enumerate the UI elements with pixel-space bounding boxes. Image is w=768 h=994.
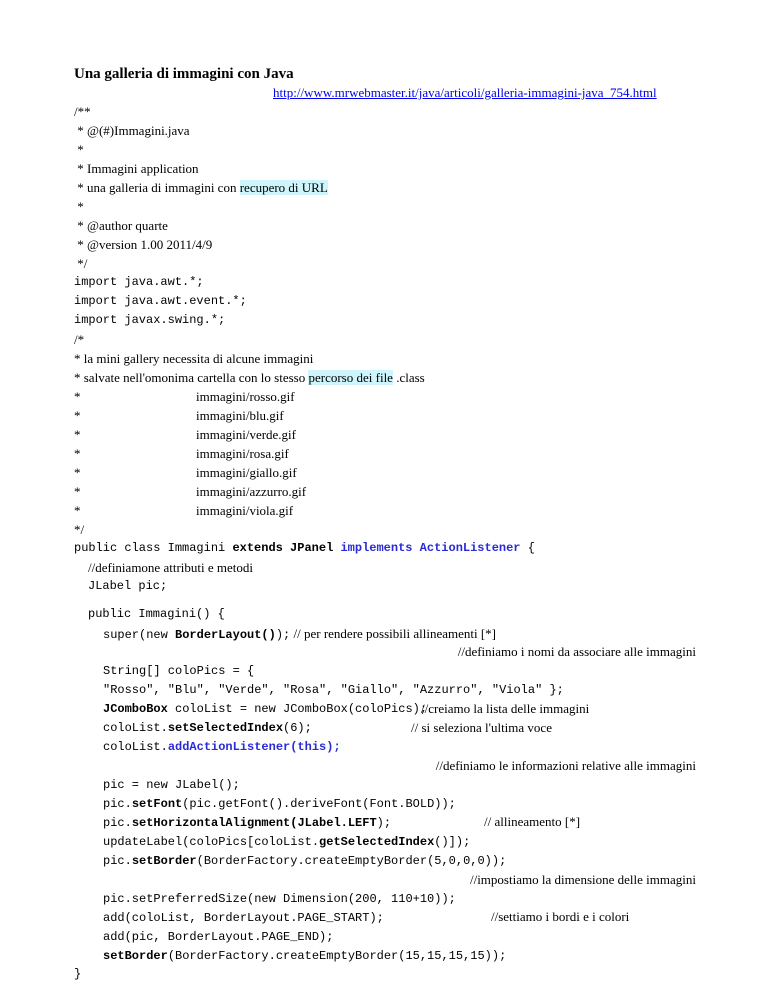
file-list-item: * immagini/giallo.gif [74, 465, 297, 480]
file-list-item: * immagini/rosa.gif [74, 446, 289, 461]
comment-line: // si seleziona l'ultima voce [411, 720, 552, 735]
file-list-item: * immagini/rosso.gif [74, 389, 295, 404]
code-line: pic.setFont(pic.getFont().deriveFont(Font.BOLD)); [103, 797, 456, 811]
comment-line: * @version 1.00 2011/4/9 [74, 237, 213, 252]
code-line: setBorder(BorderFactory.createEmptyBorder(15,15,15,15)); [103, 949, 507, 963]
comment-line: */ [74, 522, 85, 537]
code-line: public Immagini() { [88, 607, 225, 621]
highlighted-text: recupero di URL [239, 180, 328, 195]
comment-line: * @(#)Immagini.java [74, 123, 190, 138]
code-line: pic.setPreferredSize(new Dimension(200, 110+10)); [103, 892, 456, 906]
code-line: updateLabel(coloPics[coloList.getSelectedIndex()]); [103, 835, 471, 849]
comment-line: //settiamo i bordi e i colori [491, 909, 630, 924]
comment-line: //impostiamo la dimensione delle immagini [469, 872, 696, 887]
code-line: JLabel pic; [88, 579, 168, 593]
file-list-item: * immagini/viola.gif [74, 503, 294, 518]
comment-line: * salvate nell'omonima cartella con lo stesso percorso dei file .class [74, 370, 425, 385]
comment-line: * Immagini application [74, 161, 199, 176]
file-list-item: * immagini/azzurro.gif [74, 484, 307, 499]
code-line: String[] coloPics = { [103, 664, 255, 678]
file-list-item: * immagini/blu.gif [74, 408, 284, 423]
code-line: pic.setHorizontalAlignment(JLabel.LEFT); [103, 816, 392, 830]
code-line: super(new BorderLayout()); // per rendere possibili allineamenti [*] [103, 626, 497, 642]
source-link[interactable]: http://www.mrwebmaster.it/java/articoli/galleria-immagini-java_754.html [273, 85, 657, 100]
code-line: JComboBox coloList = new JComboBox(coloPics); [103, 702, 428, 716]
comment-line: /* [74, 332, 85, 347]
class-declaration: public class Immagini extends JPanel implements ActionListener { [74, 541, 535, 555]
comment-line: //creiamo la lista delle immagini [421, 701, 590, 716]
comment-line: /** [74, 104, 91, 119]
comment-line: * la mini gallery necessita di alcune immagini [74, 351, 314, 366]
comment-line: * una galleria di immagini con recupero di URL [74, 180, 328, 195]
code-line: coloList.setSelectedIndex(6); [103, 721, 312, 735]
import-line: import java.awt.*; [74, 275, 204, 289]
comment-line: */ [74, 256, 88, 271]
comment-line: //definiamo i nomi da associare alle immagini [457, 644, 696, 659]
comment-line: * [74, 199, 84, 214]
keyword: implements [340, 541, 413, 555]
file-list-item: * immagini/verde.gif [74, 427, 297, 442]
document-title: Una galleria di immagini con Java [74, 66, 294, 82]
keyword: extends [232, 541, 283, 555]
code-line: coloList.addActionListener(this); [103, 740, 341, 754]
import-line: import java.awt.event.*; [74, 294, 247, 308]
code-line: "Rosso", "Blu", "Verde", "Rosa", "Giallo", "Azzurro", "Viola" }; [103, 683, 564, 697]
comment-line: //definiamone attributi e metodi [88, 560, 253, 575]
code-line: add(pic, BorderLayout.PAGE_END); [103, 930, 334, 944]
code-line: pic.setBorder(BorderFactory.createEmptyBorder(5,0,0,0)); [103, 854, 507, 868]
comment-line: // allineamento [*] [484, 814, 581, 829]
import-line: import javax.swing.*; [74, 313, 226, 327]
comment-line: * [74, 142, 84, 157]
closing-brace: } [74, 967, 82, 981]
code-line: pic = new JLabel(); [103, 778, 240, 792]
comment-line: //definiamo le informazioni relative alle immagini [435, 758, 696, 773]
highlighted-text: percorso dei file [308, 370, 393, 385]
code-line: add(coloList, BorderLayout.PAGE_START); [103, 911, 384, 925]
comment-line: * @author quarte [74, 218, 168, 233]
